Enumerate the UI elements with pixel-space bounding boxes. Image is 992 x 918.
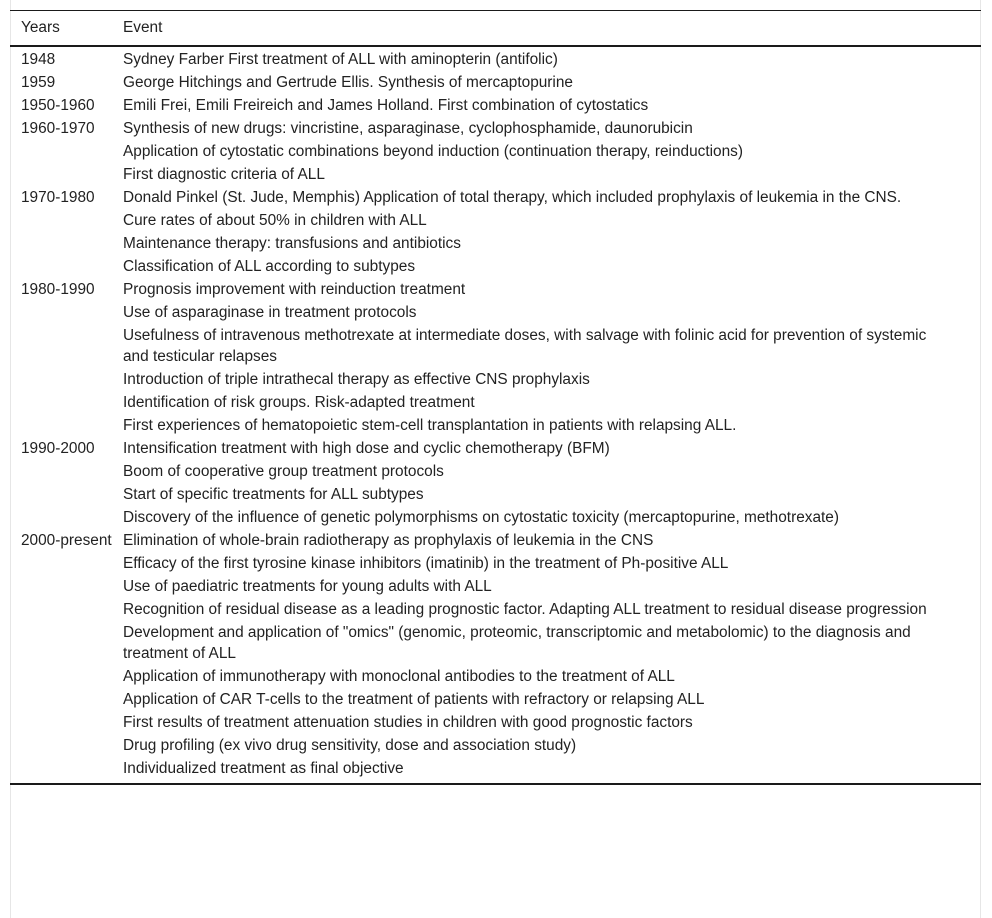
- table-row: [10, 278, 981, 301]
- cell-event: Efficacy of the first tyrosine kinase inhibitors (imatinib) in the treatment of Ph-positive ALL: [123, 555, 729, 572]
- cell-years: [10, 324, 123, 368]
- table-body: [10, 46, 981, 784]
- cell-event: Start of specific treatments for ALL subtypes: [123, 486, 424, 503]
- cell-event: Application of CAR T-cells to the treatment of patients with refractory or relapsing ALL: [123, 691, 705, 708]
- cell-years: [10, 621, 123, 665]
- table-row: [10, 437, 981, 460]
- cell-years: [10, 255, 123, 278]
- cell-event: George Hitchings and Gertrude Ellis. Synthesis of mercaptopurine: [123, 74, 573, 91]
- cell-years: [10, 460, 123, 483]
- cell-years: 1970-1980: [21, 189, 95, 206]
- cell-event: Discovery of the influence of genetic polymorphisms on cytostatic toxicity (mercaptopurine, methotrexate): [123, 509, 839, 526]
- table-row: [10, 529, 981, 552]
- header-event: Event: [123, 11, 981, 47]
- table-row: [10, 209, 981, 232]
- table-row: [10, 186, 981, 209]
- cell-years: 1948: [21, 51, 56, 68]
- cell-event: Usefulness of intravenous methotrexate at intermediate doses, with salvage with folinic acid for prevention of systemic and testicular relapses: [123, 327, 927, 365]
- cell-years: [10, 711, 123, 734]
- cell-years: 1950-1960: [21, 97, 95, 114]
- cell-years: [10, 483, 123, 506]
- cell-years: [10, 368, 123, 391]
- table-row: [10, 552, 981, 575]
- table-row: [10, 117, 981, 140]
- cell-event: Identification of risk groups. Risk-adapted treatment: [123, 394, 475, 411]
- cell-years: [10, 665, 123, 688]
- table-row: [10, 140, 981, 163]
- cell-event: Maintenance therapy: transfusions and antibiotics: [123, 235, 461, 252]
- table-row: [10, 506, 981, 529]
- header-row: [10, 11, 981, 47]
- table-row: [10, 324, 981, 368]
- table-row: [10, 46, 981, 71]
- cell-event: Elimination of whole-brain radiotherapy as prophylaxis of leukemia in the CNS: [123, 532, 654, 549]
- cell-event: Prognosis improvement with reinduction treatment: [123, 281, 466, 298]
- cell-years: [10, 575, 123, 598]
- cell-years: [10, 163, 123, 186]
- table-header: [10, 11, 981, 47]
- cell-event: Recognition of residual disease as a leading prognostic factor. Adapting ALL treatment to residual disease progression: [123, 601, 927, 618]
- cell-event: Use of paediatric treatments for young adults with ALL: [123, 578, 492, 595]
- table-row: [10, 94, 981, 117]
- table-row: [10, 368, 981, 391]
- cell-years: [10, 688, 123, 711]
- cell-years: 1959: [21, 74, 56, 91]
- cell-years: [10, 414, 123, 437]
- table-row: [10, 163, 981, 186]
- cell-event: Development and application of "omics" (genomic, proteomic, transcriptomic and metabolomic) to the diagnosis and treatment of ALL: [123, 624, 911, 662]
- cell-event: Donald Pinkel (St. Jude, Memphis) Application of total therapy, which included prophylaxis of leukemia in the CNS.: [123, 189, 902, 206]
- cell-years: 1980-1990: [21, 281, 95, 298]
- table-row: [10, 232, 981, 255]
- cell-event: Emili Frei, Emili Freireich and James Holland. First combination of cytostatics: [123, 97, 649, 114]
- cell-years: [10, 209, 123, 232]
- cell-event: Cure rates of about 50% in children with ALL: [123, 212, 427, 229]
- header-years: Years: [10, 11, 123, 47]
- table-row: [10, 711, 981, 734]
- cell-event: Application of immunotherapy with monoclonal antibodies to the treatment of ALL: [123, 668, 675, 685]
- table-row: [10, 621, 981, 665]
- cell-years: [10, 757, 123, 784]
- cell-event: Synthesis of new drugs: vincristine, asparaginase, cyclophosphamide, daunorubicin: [123, 120, 693, 137]
- table-row: [10, 575, 981, 598]
- cell-event: Intensification treatment with high dose and cyclic chemotherapy (BFM): [123, 440, 610, 457]
- cell-event: Application of cytostatic combinations beyond induction (continuation therapy, reinductions): [123, 143, 743, 160]
- cell-years: 1960-1970: [21, 120, 95, 137]
- table-row: [10, 483, 981, 506]
- cell-years: [10, 734, 123, 757]
- table-row: [10, 460, 981, 483]
- cell-event: Classification of ALL according to subtypes: [123, 258, 416, 275]
- table-row: [10, 391, 981, 414]
- table-row: [10, 688, 981, 711]
- cell-years: [10, 391, 123, 414]
- table-row: [10, 598, 981, 621]
- cell-years: 1990-2000: [21, 440, 95, 457]
- table-row: [10, 301, 981, 324]
- cell-years: [10, 232, 123, 255]
- cell-years: [10, 506, 123, 529]
- cell-event: Individualized treatment as final objective: [123, 757, 981, 784]
- cell-years: [10, 301, 123, 324]
- table-row: [10, 734, 981, 757]
- cell-event: First results of treatment attenuation studies in children with good prognostic factors: [123, 714, 693, 731]
- table-row: [10, 414, 981, 437]
- cell-years: 2000-present: [21, 532, 112, 549]
- table-row: [10, 255, 981, 278]
- cell-event: Drug profiling (ex vivo drug sensitivity, dose and association study): [123, 737, 577, 754]
- cell-event: Introduction of triple intrathecal therapy as effective CNS prophylaxis: [123, 371, 590, 388]
- cell-event: First experiences of hematopoietic stem-cell transplantation in patients with relapsing ALL.: [123, 417, 737, 434]
- cell-event: Sydney Farber First treatment of ALL with aminopterin (antifolic): [123, 51, 558, 68]
- cell-years: [10, 598, 123, 621]
- cell-event: First diagnostic criteria of ALL: [123, 166, 325, 183]
- cell-event: Use of asparaginase in treatment protocols: [123, 304, 417, 321]
- table-row: [10, 71, 981, 94]
- cell-years: [10, 140, 123, 163]
- table-row: [10, 757, 981, 784]
- table-row: [10, 665, 981, 688]
- history-table: [10, 10, 981, 785]
- cell-event: Boom of cooperative group treatment protocols: [123, 463, 444, 480]
- cell-years: [10, 552, 123, 575]
